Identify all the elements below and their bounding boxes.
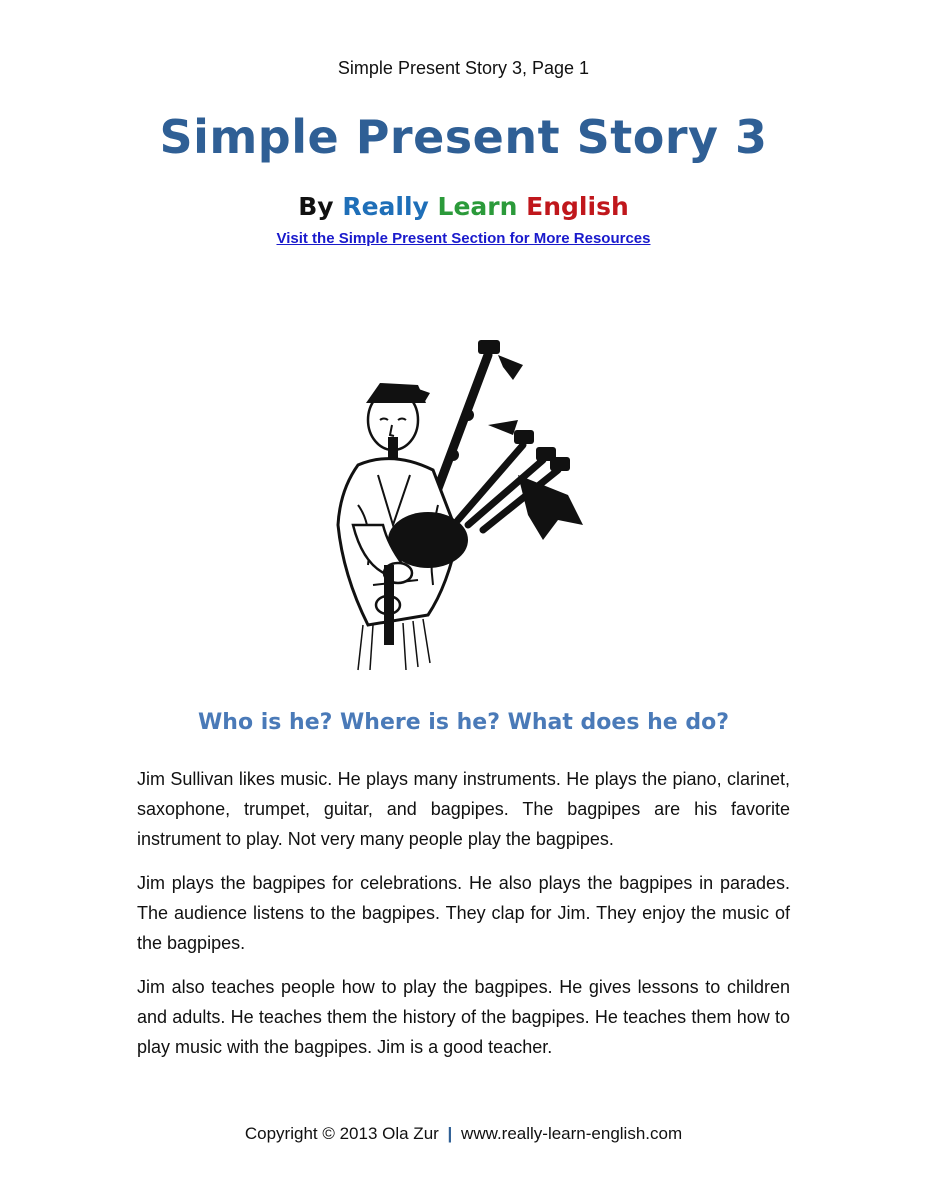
page-header: Simple Present Story 3, Page 1 xyxy=(337,58,590,78)
story-paragraph: Jim also teaches people how to play the bagpipes. He gives lessons to children and adults. He teaches them the history of the bagpipes. He teaches them how to play music with the bagpipes. Jim is a good teacher. xyxy=(137,977,790,1057)
bagpiper-drawing xyxy=(318,325,608,685)
story-paragraph: Jim Sullivan likes music. He plays many instruments. He plays the piano, clarinet, saxophone, trumpet, guitar, and bagpipes. The bagpipes are his favorite instrument to play. Not very many people play the bagpipes. xyxy=(137,769,790,849)
byline-english: English xyxy=(526,192,629,221)
byline xyxy=(0,192,927,221)
resources-link-wrapper xyxy=(0,230,927,247)
footer-copyright: Copyright © 2013 Ola Zur xyxy=(244,1124,439,1143)
footer-website: www.really-learn-english.com xyxy=(461,1124,683,1143)
byline-really: Really xyxy=(342,192,429,221)
story-body xyxy=(137,764,790,1076)
byline-learn: Learn xyxy=(437,192,518,221)
footer xyxy=(0,1124,927,1144)
resources-link[interactable]: Visit the Simple Present Section for More Resources xyxy=(276,230,651,247)
bagpiper-illustration xyxy=(318,325,608,685)
byline-by: By xyxy=(298,192,334,221)
page-title: Simple Present Story 3 xyxy=(159,110,768,164)
story-question: Who is he? Where is he? What does he do? xyxy=(198,710,729,735)
footer-separator: | xyxy=(447,1124,453,1143)
story-paragraph: Jim plays the bagpipes for celebrations. He also plays the bagpipes in parades. The audience listens to the bagpipes. They clap for Jim. They enjoy the music of the bagpipes. xyxy=(137,873,790,953)
